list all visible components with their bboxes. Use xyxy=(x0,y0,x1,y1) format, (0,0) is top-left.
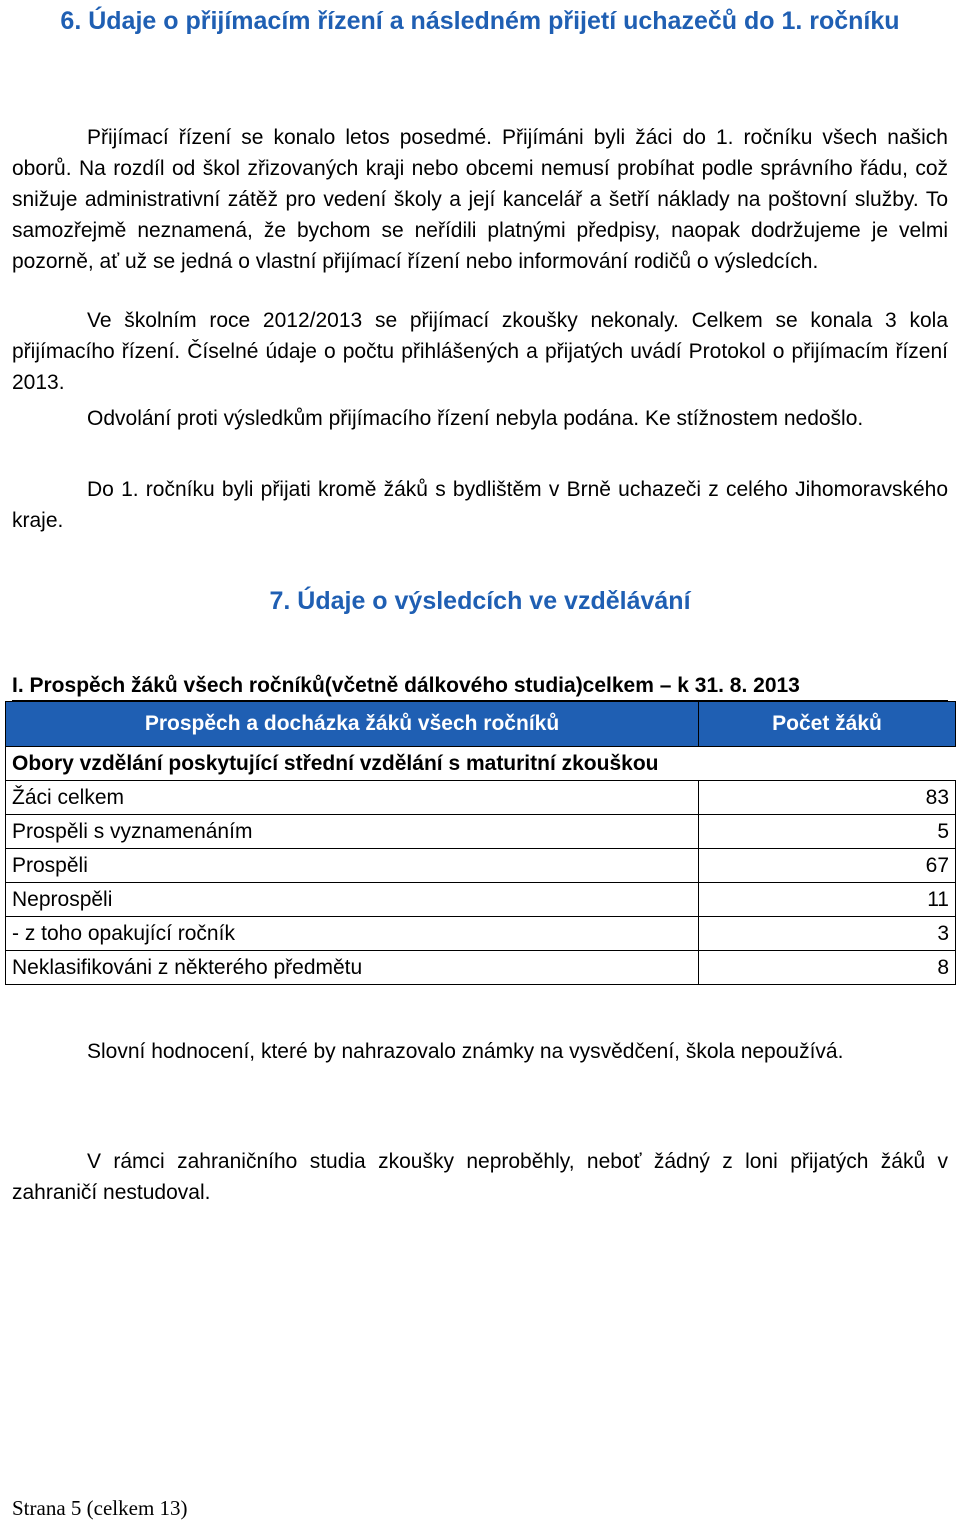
results-table xyxy=(5,701,956,985)
row-value: 67 xyxy=(699,849,956,883)
table-header-count: Počet žáků xyxy=(699,702,956,747)
table-section-label: Obory vzdělání poskytující střední vzdělání s maturitní zkouškou xyxy=(6,747,956,781)
row-label: Prospěli s vyznamenáním xyxy=(6,815,699,849)
admission-paragraph-3: Odvolání proti výsledkům přijímacího řízení nebyla podána. Ke stížnostem nedošlo. xyxy=(87,407,864,430)
table-row xyxy=(6,917,956,951)
admission-paragraph-1: Přijímací řízení se konalo letos posedmé. Přijímáni byli žáci do 1. ročníku všech našich oborů. Na rozdíl od škol zřizovaných kraji nebo obcemi nemusí probíhat podle správního řádu, což snižuje administrativní zátěž pro vedení školy a její kancelář a šetří náklady na poštovní služby. To samozřejmě neznamená, že bychom se neřídili platnými předpisy, naopak dodržujeme je velmi pozorně, ať už se jedná o vlastní přijímací řízení nebo informování rodičů o výsledcích. xyxy=(12,126,948,273)
section-6-title: 6. Údaje o přijímacím řízení a následném přijetí uchazečů do 1. ročníku xyxy=(60,7,900,35)
row-value: 5 xyxy=(699,815,956,849)
foreign-study-note: V rámci zahraničního studia zkoušky neproběhly, neboť žádný z loni přijatých žáků v zahraničí nestudoval. xyxy=(12,1150,948,1204)
verbal-assessment-note: Slovní hodnocení, které by nahrazovalo známky na vysvědčení, škola nepoužívá. xyxy=(87,1040,844,1063)
row-value: 3 xyxy=(699,917,956,951)
row-label: - z toho opakující ročník xyxy=(6,917,699,951)
table-row xyxy=(6,951,956,985)
admission-paragraph-4: Do 1. ročníku byli přijati kromě žáků s bydlištěm v Brně uchazeči z celého Jihomoravského kraje. xyxy=(12,478,948,532)
row-label: Žáci celkem xyxy=(6,781,699,815)
table-row xyxy=(6,883,956,917)
table-row xyxy=(6,815,956,849)
table-section-row xyxy=(6,747,956,781)
table-header-category: Prospěch a docházka žáků všech ročníků xyxy=(6,702,699,747)
row-label: Prospěli xyxy=(6,849,699,883)
section-7-title: 7. Údaje o výsledcích ve vzdělávání xyxy=(269,587,691,615)
row-label: Neprospěli xyxy=(6,883,699,917)
row-value: 11 xyxy=(699,883,956,917)
table-header-row xyxy=(6,702,956,747)
admission-paragraph-2: Ve školním roce 2012/2013 se přijímací zkoušky nekonaly. Celkem se konala 3 kola přijímacího řízení. Číselné údaje o počtu přihlášených a přijatých uvádí Protokol o přijímacím řízení 2013. xyxy=(12,309,948,394)
table-row xyxy=(6,781,956,815)
results-subtitle: I. Prospěch žáků všech ročníků(včetně dálkového studia)celkem – k 31. 8. 2013 xyxy=(12,672,948,702)
row-label: Neklasifikováni z některého předmětu xyxy=(6,951,699,985)
table-row xyxy=(6,849,956,883)
row-value: 83 xyxy=(699,781,956,815)
row-value: 8 xyxy=(699,951,956,985)
page-number: Strana 5 (celkem 13) xyxy=(12,1496,188,1520)
